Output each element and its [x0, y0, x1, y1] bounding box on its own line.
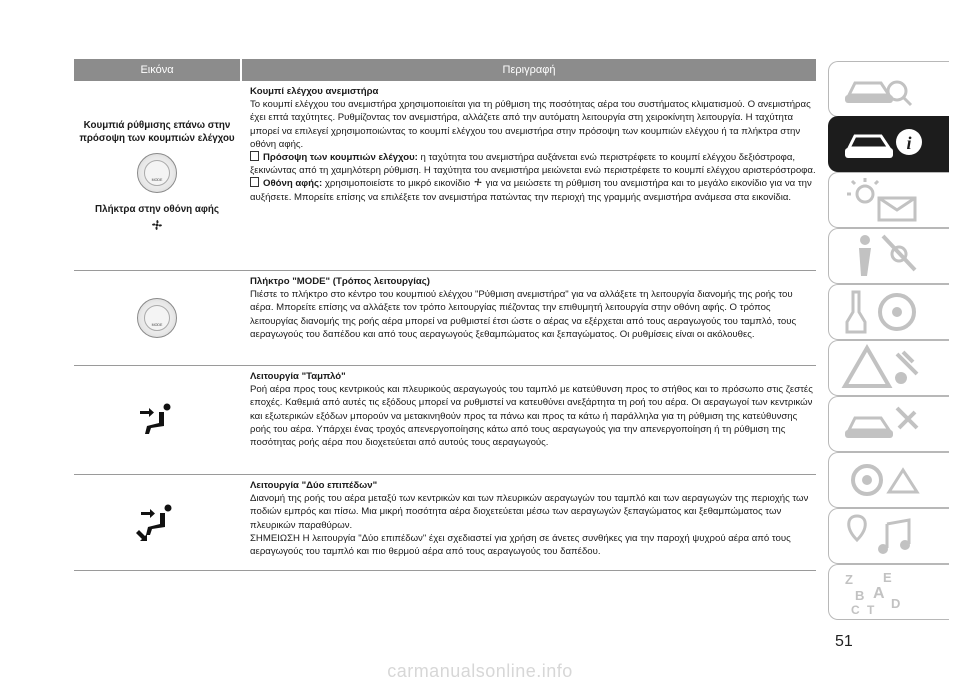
row-description-cell [240, 81, 816, 270]
bilevel-mode-note: ΣΗΜΕΙΩΣΗ Η λειτουργία "Δύο επιπέδων" έχει σχεδιαστεί για χρήση σε άνετες συνθήκες για την παροχή ψυχρού αέρα από τους αεραγωγούς του ταμπλό και πιο θερμού αέρα από τους αεραγωγούς του δαπέδου. [250, 532, 791, 558]
bullet-control-panel [250, 151, 816, 177]
multimedia-icon [837, 512, 937, 560]
technical-data-icon [837, 456, 937, 504]
svg-text:i: i [906, 133, 912, 153]
warning-lights-icon [837, 176, 937, 224]
bullet-touchscreen [250, 177, 816, 203]
knob-mode-label: MODE [151, 178, 163, 182]
tab-car-overview[interactable] [828, 61, 949, 117]
index-letter-c: C [851, 603, 860, 616]
index-letter-a: A [873, 585, 885, 602]
mode-button-text: Πιέστε το πλήκτρο στο κέντρο του κουμπιού ελέγχου "Ρύθμιση ανεμιστήρα" για να αλλάξετε τη λειτουργία διανομής της ροής του αέρα. Μπορείτε επίσης να αλλάξετε τον τρόπο λειτουργίας πιέζοντας την επιθυμητή λειτουργία στην οθόνη αφής. Ο τρόπος λειτουργίας διανομής της ροής αέρα μπορεί να ρυθμιστεί έτσι ώστε ο αέρας να εξέρχεται από τους αεραγωγούς του ταμπλό, τους αεραγωγούς του δαπέδου και από τους αεραγωγούς ξεθαμπώματος και ξεπαγώματος. Οι ρυθμίσεις είναι οι ακόλουθες. [250, 289, 797, 340]
bilevel-airflow-icon [135, 503, 179, 543]
index-letter-e: E [883, 570, 892, 585]
page-number: 51 [835, 633, 853, 650]
bullet-square-icon [250, 177, 259, 187]
bullet-square-icon [250, 151, 259, 161]
fan-control-knob [137, 153, 177, 193]
touchscreen-keys-caption: Πλήκτρα στην οθόνη αφής [95, 204, 219, 215]
tab-index[interactable] [828, 564, 949, 620]
bullet2-text-b: για να μειώσετε τη ρύθμιση του ανεμιστήρα και το μεγάλο εικονίδιο για να την αυξήσετε. Μπορείτε επίσης να επιλέξετε τον ανεμιστήρα πατώντας την περιοχή της γραμμής ανεμιστήρα ανάμεσα στα εικονίδια. [250, 178, 812, 203]
header-image: Εικόνα [74, 59, 242, 81]
tab-warning-lights[interactable] [828, 172, 949, 228]
car-overview-icon [837, 65, 937, 113]
mode-button-knob [137, 298, 177, 338]
table-header [74, 59, 816, 81]
table-row-fan-control [74, 81, 816, 271]
tab-car-info[interactable] [828, 116, 949, 172]
row-image-cell [74, 81, 240, 270]
climate-controls-table [74, 59, 816, 571]
fan-knob-caption: Κουμπιά ρύθμισης επάνω στην πρόσοψη των κουμπιών ελέγχου [79, 120, 235, 144]
row-description-cell [240, 271, 816, 365]
fan-icon [150, 218, 164, 232]
index-letter-z: Z [845, 572, 853, 587]
starting-driving-icon [837, 288, 937, 336]
bullet2-text-a: χρησιμοποιείστε το μικρό εικονίδιο [324, 178, 471, 190]
watermark: carmanualsonline.info [387, 661, 573, 681]
row-image-cell [74, 366, 240, 474]
tab-technical-data[interactable] [828, 452, 949, 508]
tab-starting-driving[interactable] [828, 284, 949, 340]
dashboard-mode-title: Λειτουργία "Ταμπλό" [250, 371, 346, 382]
small-fan-icon [473, 177, 483, 187]
row-image-cell [74, 475, 240, 570]
fan-control-title: Κουμπί ελέγχου ανεμιστήρα [250, 86, 379, 97]
bullet1-label: Πρόσοψη των κουμπιών ελέγχου: [263, 152, 418, 164]
table-row-dashboard-mode [74, 366, 816, 475]
knob-mode-label: MODE [151, 323, 163, 327]
maintenance-icon [837, 400, 937, 448]
header-description: Περιγραφή [502, 64, 556, 76]
index-icon [837, 568, 937, 616]
tab-multimedia[interactable] [828, 508, 949, 564]
tab-emergency[interactable] [828, 340, 949, 396]
fan-control-text: Το κουμπί ελέγχου του ανεμιστήρα χρησιμοποιείται για τη ρύθμιση της ποσότητας αέρα του συστήματος κλιματισμού. Ο ανεμιστήρας έχει επτά ταχύτητες. Ρυθμίζοντας τον ανεμιστήρα, αλλάζετε από την αυτόματη λειτουργία στη χειροκίνητη λειτουργία. Η ταχύτητα μπορεί να επιλεγεί χρησιμοποιώντας το κουμπί ελέγχου του ανεμιστήρα στην πρόσοψη των κουμπιών ελέγχου ή τα πλήκτρα στην οθόνη αφής. [250, 99, 811, 150]
emergency-icon [837, 344, 937, 392]
table-row-bilevel-mode [74, 475, 816, 571]
row-description-cell [240, 366, 816, 474]
bilevel-mode-text: Διανομή της ροής του αέρα μεταξύ των κεντρικών και των πλευρικών αεραγωγών του ταμπλό και των αεραγωγών της περιοχής των ποδιών εμπρός και πίσω. Μια μικρή ποσότητα αέρα διοχετεύεται μέσω των αεραγωγών ξεπαγώματος και ξεθαμπώματος των πλευρικών παραθύρων. [250, 493, 809, 531]
dashboard-airflow-icon [137, 402, 177, 438]
safety-airbag-icon [837, 232, 937, 280]
bilevel-mode-title: Λειτουργία "Δύο επιπέδων" [250, 480, 378, 491]
dashboard-mode-text: Ροή αέρα προς τους κεντρικούς και πλευρικούς αεραγωγούς του ταμπλό με κατεύθυνση προς το στήθος και το πρόσωπο στις ζεστές εποχές. Καθεμιά από αυτές τις εξόδους μπορεί να ρυθμιστεί να κατευθύνει ανεξάρτητα τη ροή του αέρα. Οι αεραγωγοί των κεντρικών και εξωτερικών εξόδων μπορούν να μετακινηθούν προς τα πάνω και προς τα κάτω ή παράλληλα για τη ρύθμιση της κατεύθυνσης ροής του αέρα. Υπάρχει ένας τροχός απενεργοποίησης κάτω από τους αεραγωγούς για την απενεργοποίηση ή τη ρύθμιση της ποσότητας ροής αέρα που διοχετεύεται από αυτούς τους αεραγωγούς. [250, 384, 813, 449]
index-letter-b: B [855, 588, 865, 603]
table-row-mode-button [74, 271, 816, 366]
row-description-cell [240, 475, 816, 570]
car-info-icon [837, 120, 937, 168]
tab-maintenance[interactable] [828, 396, 949, 452]
mode-button-title: Πλήκτρο "MODE" (Τρόπος λειτουργίας) [250, 276, 430, 287]
index-letter-t: T [867, 603, 875, 616]
bullet1-text: η ταχύτητα του ανεμιστήρα αυξάνεται ενώ περιστρέφετε το κουμπί ελέγχου δεξιόστροφα, ξεκινώντας από τη χαμηλότερη ρύθμιση. Η ταχύτητα του ανεμιστήρα μειώνεται ενώ περιστρέφετε το κουμπί ελέγχου αριστερόστροφα. [250, 152, 816, 177]
bullet2-label: Οθόνη αφής: [263, 178, 323, 190]
index-letter-d: D [891, 596, 901, 611]
tab-safety[interactable] [828, 228, 949, 284]
row-image-cell [74, 271, 240, 365]
